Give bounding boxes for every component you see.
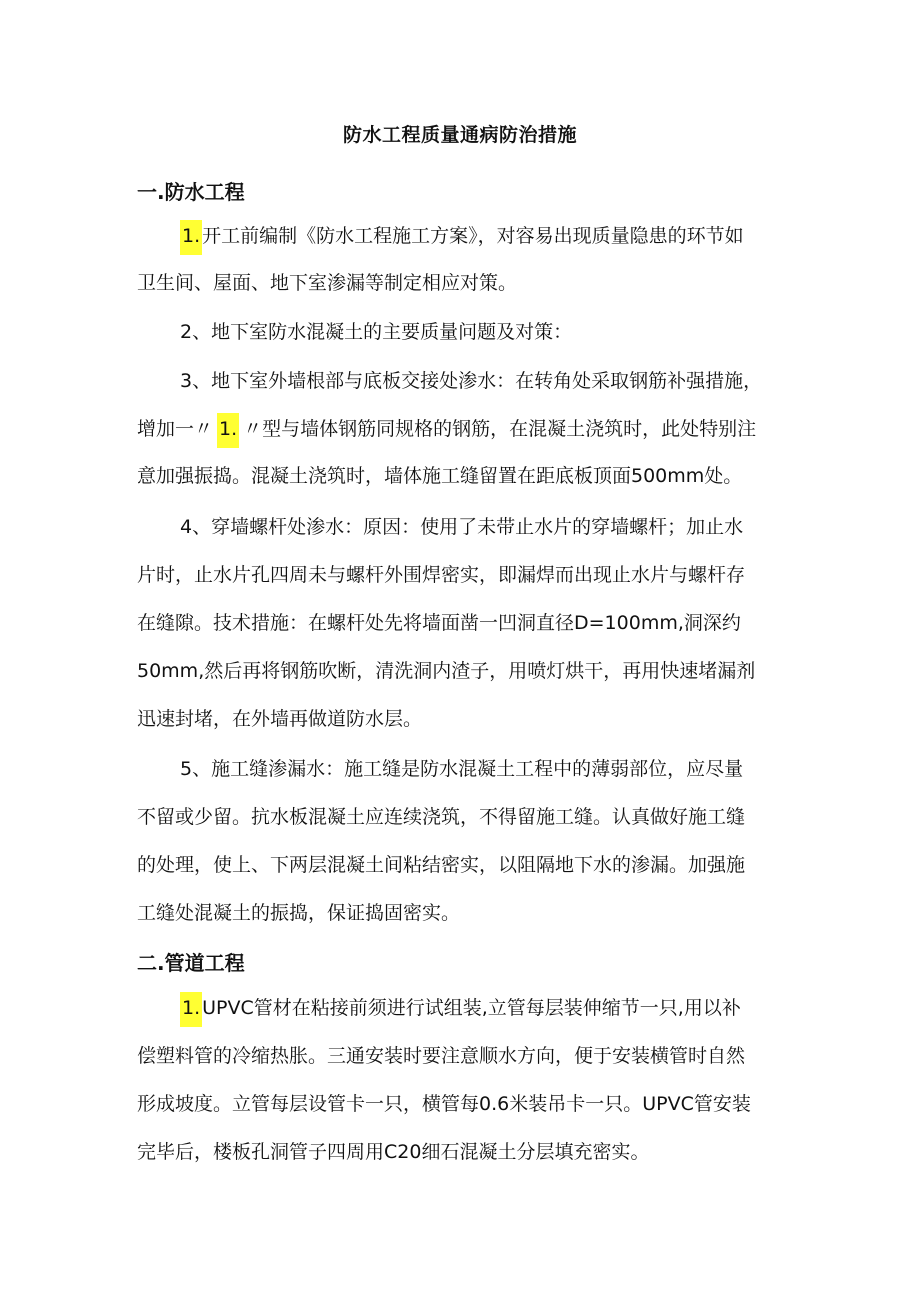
paragraph-line: 工缝处混凝土的振捣，保证捣固密实。 bbox=[137, 902, 461, 924]
page-title: 防水工程质量通病防治措施 bbox=[342, 124, 577, 146]
paragraph-line: 5、施工缝渗漏水：施工缝是防水混凝土工程中的薄弱部位，应尽量 bbox=[180, 758, 744, 780]
paragraph-line: 3、地下室外墙根部与底板交接处渗水：在转角处采取钢筋补强措施， bbox=[180, 370, 763, 392]
paragraph-line bbox=[137, 416, 756, 442]
highlighted-marker: 1. bbox=[217, 413, 239, 448]
highlighted-marker: 1. bbox=[180, 992, 202, 1027]
paragraph-text: 增加一〃 bbox=[137, 418, 214, 440]
paragraph-text: 〃型与墙体钢筋同规格的钢筋，在混凝土浇筑时，此处特别注 bbox=[243, 418, 757, 440]
paragraph-line bbox=[180, 995, 741, 1021]
paragraph-line: 不留或少留。抗水板混凝土应连续浇筑，不得留施工缝。认真做好施工缝 bbox=[137, 806, 746, 828]
paragraph-line: 50mm,然后再将钢筋吹断，清洗洞内渣子，用喷灯烘干，再用快速堵漏剂 bbox=[137, 660, 756, 682]
paragraph-text: 开工前编制《防水工程施工方案》，对容易出现质量隐患的环节如 bbox=[202, 225, 744, 247]
paragraph-line: 2、地下室防水混凝土的主要质量问题及对策： bbox=[180, 321, 573, 343]
paragraph-line: 4、穿墙螺杆处渗水：原因：使用了未带止水片的穿墙螺杆；加止水 bbox=[180, 516, 744, 538]
paragraph-line bbox=[180, 223, 744, 249]
section-heading-pipeline: 二.管道工程 bbox=[137, 951, 245, 975]
paragraph-line: 片时，止水片孔四周未与螺杆外围焊密实，即漏焊而出现止水片与螺杆存 bbox=[137, 564, 746, 586]
paragraph-line: 迅速封堵，在外墙再做道防水层。 bbox=[137, 708, 423, 730]
paragraph-line: 在缝隙。技术措施：在螺杆处先将墙面凿一凹洞直径D=100mm,洞深约 bbox=[137, 612, 741, 634]
highlighted-marker: 1. bbox=[180, 220, 202, 255]
paragraph-line: 意加强振捣。混凝土浇筑时，墙体施工缝留置在距底板顶面500mm处。 bbox=[137, 465, 743, 487]
paragraph-line: 形成坡度。立管每层设管卡一只，横管每0.6米装吊卡一只。UPVC管安装 bbox=[137, 1093, 751, 1115]
paragraph-line: 卫生间、屋面、地下室渗漏等制定相应对策。 bbox=[137, 272, 518, 294]
paragraph-line: 完毕后，楼板孔洞管子四周用C20细石混凝土分层填充密实。 bbox=[137, 1141, 650, 1163]
paragraph-text: UPVC管材在粘接前须进行试组装,立管每层装伸缩节一只,用以补 bbox=[202, 997, 741, 1019]
paragraph-line: 偿塑料管的冷缩热胀。三通安装时要注意顺水方向，便于安装横管时自然 bbox=[137, 1045, 746, 1067]
paragraph-line: 的处理，使上、下两层混凝土间粘结密实，以阻隔地下水的渗漏。加强施 bbox=[137, 854, 746, 876]
section-heading-waterproofing: 一.防水工程 bbox=[137, 180, 245, 204]
